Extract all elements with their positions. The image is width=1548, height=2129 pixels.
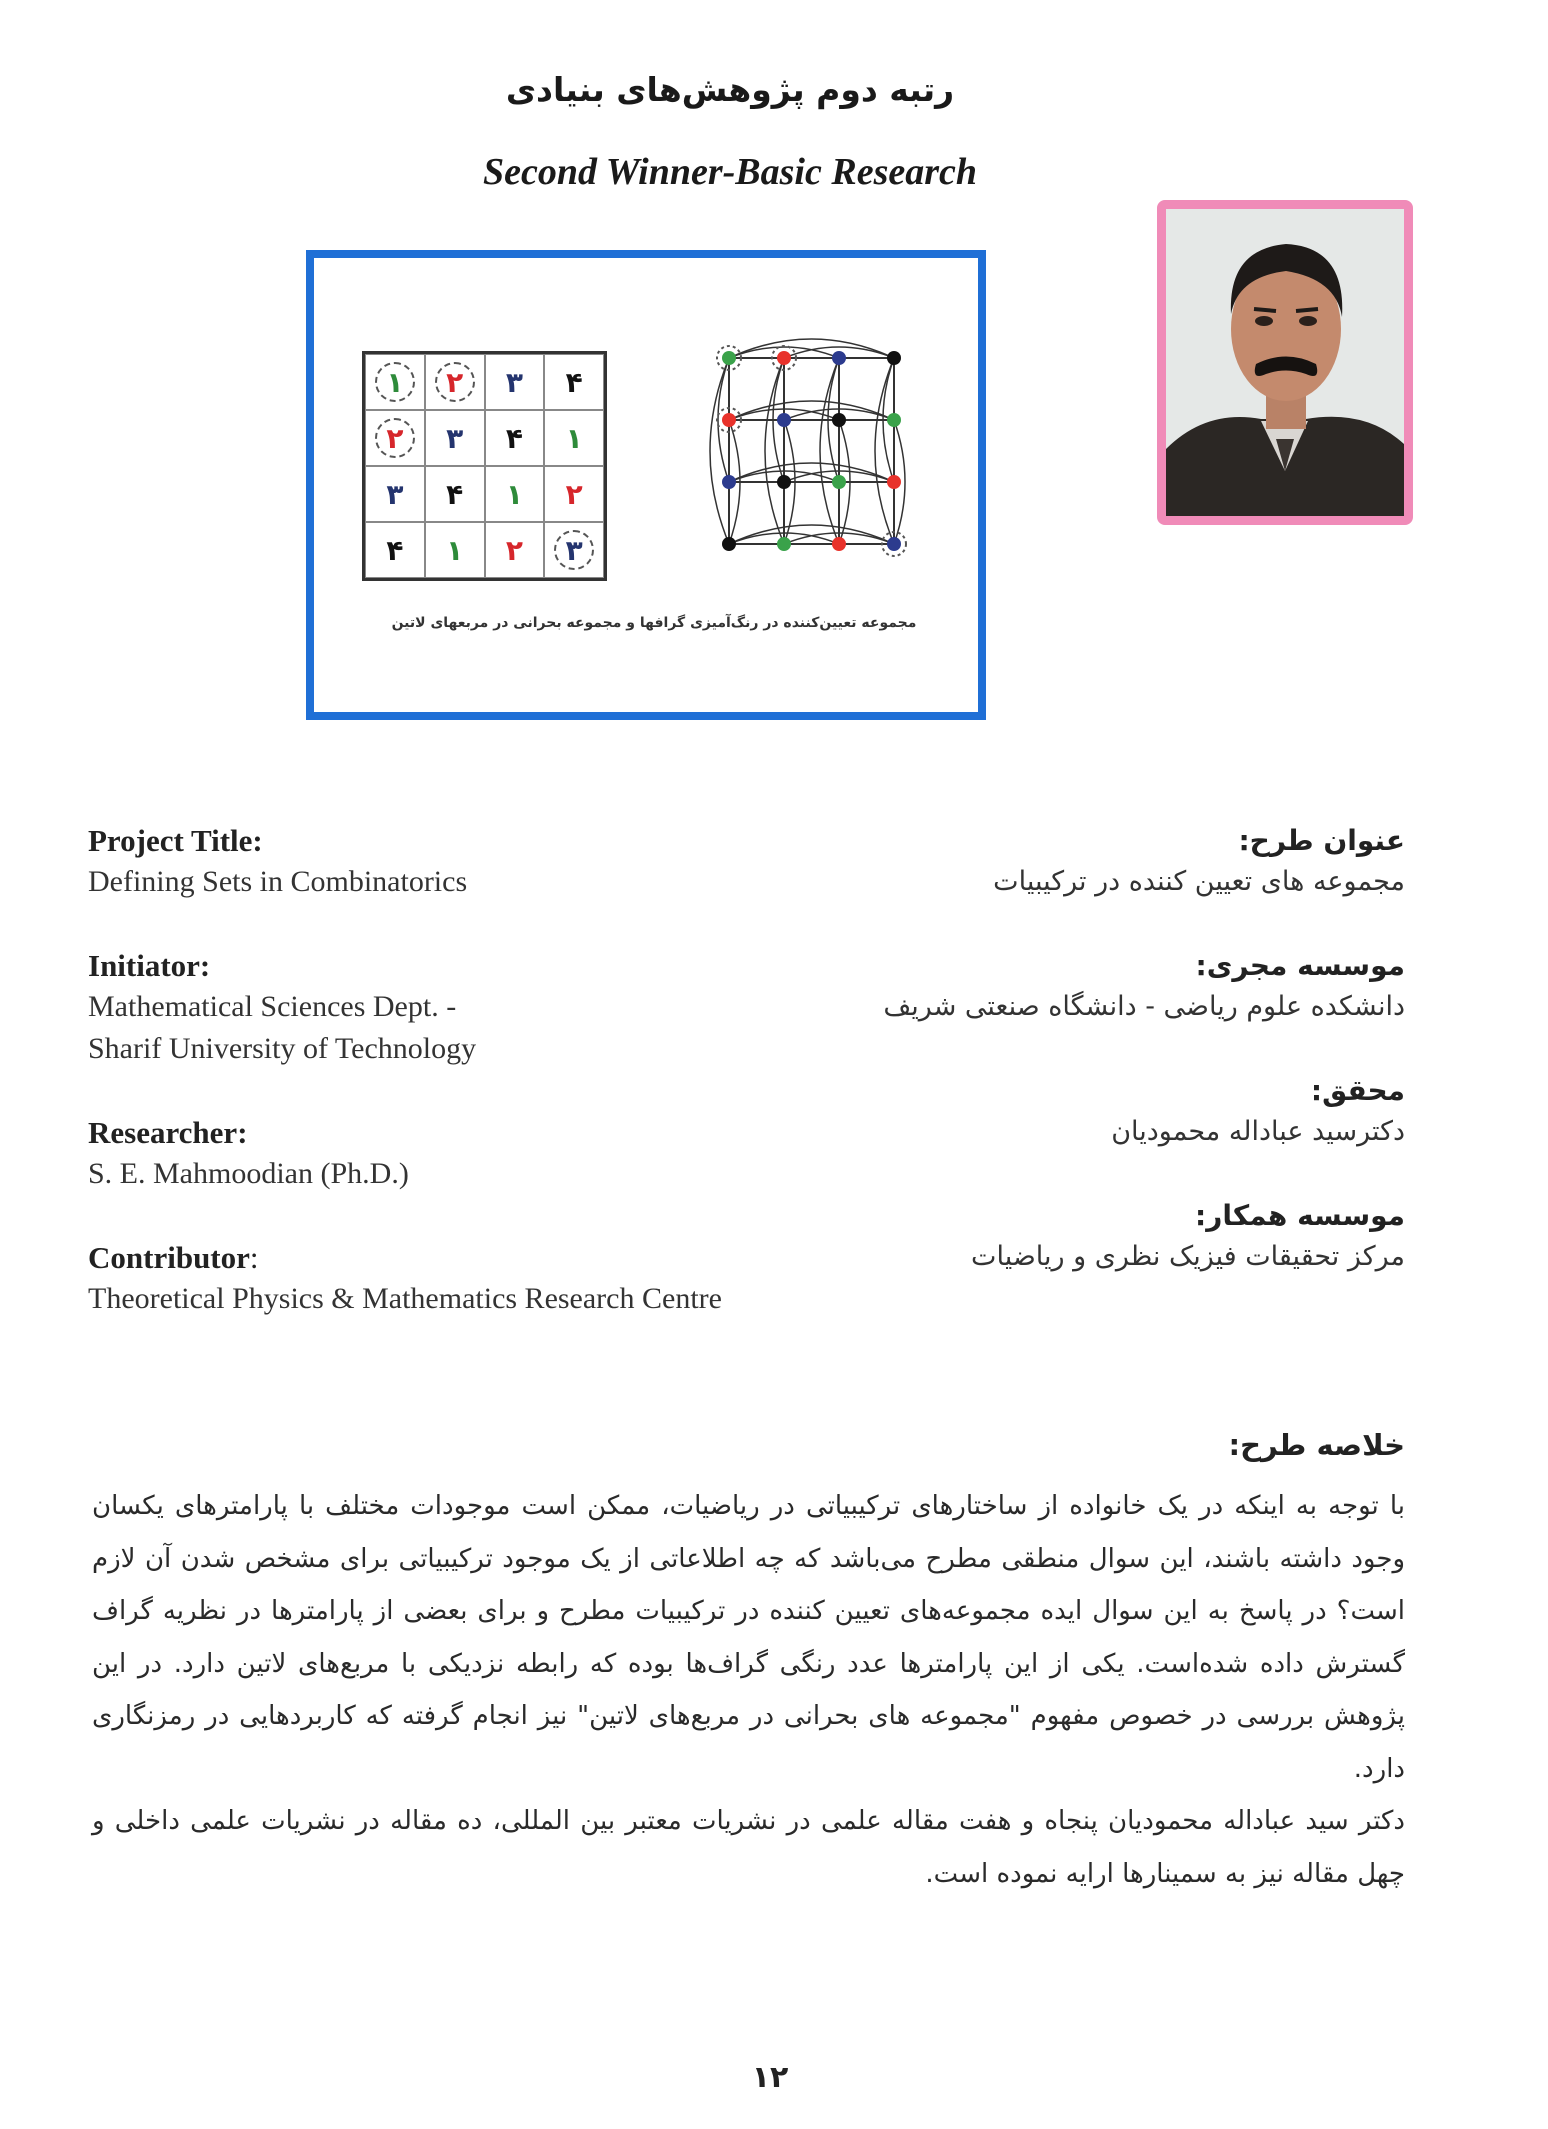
project-title-label-fa: عنوان طرح: <box>1238 824 1405 857</box>
contributor-label <box>88 1237 848 1278</box>
latin-square-entry: ۲ <box>565 477 583 511</box>
latin-square-cell <box>365 522 425 578</box>
initiator-line-1: Mathematical Sciences Dept. - <box>88 990 457 1023</box>
latin-square-cell <box>425 354 485 410</box>
latin-square-entry: ۱ <box>446 533 464 567</box>
contributor-label-colon: : <box>249 1240 259 1275</box>
latin-square-cell <box>365 354 425 410</box>
latin-square-cell <box>485 466 545 522</box>
latin-square-entry: ۴ <box>565 365 583 399</box>
initiator-value-fa: دانشکده علوم ریاضی - دانشگاه صنعتی شریف <box>883 991 1405 1022</box>
latin-square-critical-entry: ۱ <box>375 362 415 402</box>
latin-square-entry: ۴ <box>386 533 404 567</box>
contributor-label-text: Contributor <box>88 1240 250 1275</box>
latin-square-cell <box>485 522 545 578</box>
researcher-photo <box>1157 200 1413 525</box>
graph-vertex <box>832 537 846 551</box>
graph-edge <box>710 358 729 544</box>
graph-vertex <box>722 413 736 427</box>
initiator-line-2: Sharif University of Technology <box>88 1032 477 1065</box>
contributor-value-fa: مرکز تحقیقات فیزیک نظری و ریاضیات <box>971 1241 1405 1272</box>
latin-square-grid <box>362 351 607 581</box>
latin-square-entry: ۳ <box>386 477 404 511</box>
latin-square-cell <box>425 410 485 466</box>
latin-square-cell <box>425 466 485 522</box>
initiator-label-fa: موسسه مجری: <box>1195 949 1405 982</box>
abstract-paragraph-2: دکتر سید عباداله محمودیان پنجاه و هفت مقاله علمی در نشریات معتبر بین المللی، ده مقاله در نشریات علمی داخلی و چهل مقاله نیز به سمینارها ارایه نموده است. <box>92 1806 1405 1889</box>
latin-square-cell <box>365 410 425 466</box>
graph-edge <box>875 358 894 544</box>
project-info-persian <box>860 820 1405 1320</box>
research-figure <box>306 250 986 720</box>
latin-square-critical-entry: ۳ <box>554 530 594 570</box>
graph-vertex <box>722 351 736 365</box>
contributor-value: Theoretical Physics & Mathematics Research Centre <box>88 1282 722 1315</box>
graph-edge <box>765 358 784 544</box>
graph-vertex <box>887 475 901 489</box>
latin-square-entry: ۴ <box>446 477 464 511</box>
graph-vertex <box>832 413 846 427</box>
graph-vertex <box>777 413 791 427</box>
graph-vertex <box>722 537 736 551</box>
initiator-block-fa <box>860 945 1405 1028</box>
latin-square-entry: ۳ <box>505 365 523 399</box>
contributor-label-fa: موسسه همکار: <box>1195 1199 1405 1232</box>
graph-coloring-diagram <box>689 318 954 603</box>
page-title-english: Second Winner-Basic Research <box>482 151 978 193</box>
graph-edge <box>820 358 839 544</box>
abstract-label: خلاصه طرح: <box>1228 1428 1405 1462</box>
portrait-image <box>1166 209 1404 516</box>
researcher-value-fa: دکترسید عباداله محمودیان <box>1111 1116 1405 1147</box>
project-title-block-fa <box>860 820 1405 903</box>
latin-square-cell <box>544 410 604 466</box>
graph-vertex <box>887 413 901 427</box>
latin-square-critical-entry: ۲ <box>375 418 415 458</box>
page-number: ۱۲ <box>751 2060 789 2095</box>
graph-edge <box>729 463 894 482</box>
graph-vertex <box>722 475 736 489</box>
project-title-block <box>88 820 848 903</box>
latin-square-cell <box>544 466 604 522</box>
researcher-value: S. E. Mahmoodian (Ph.D.) <box>88 1157 409 1190</box>
contributor-block <box>88 1237 848 1320</box>
latin-square-critical-entry: ۲ <box>435 362 475 402</box>
latin-square-entry: ۲ <box>505 533 523 567</box>
latin-square-cell <box>485 354 545 410</box>
figure-caption: مجموعه تعیین‌کننده در رنگ‌آمیزی گرافها و مجموعه بحرانی در مربعهای لاتین <box>391 615 917 631</box>
graph-vertex <box>832 475 846 489</box>
project-title-value: Defining Sets in Combinatorics <box>88 865 468 898</box>
latin-square-entry: ۱ <box>505 477 523 511</box>
project-info-english <box>88 820 848 1362</box>
researcher-block <box>88 1112 848 1195</box>
researcher-label: Researcher: <box>88 1115 248 1150</box>
latin-square-entry: ۱ <box>565 421 583 455</box>
latin-square-cell <box>544 522 604 578</box>
latin-square-cell <box>365 466 425 522</box>
latin-square-cell <box>485 410 545 466</box>
initiator-block <box>88 945 848 1070</box>
page-title-persian: رتبه دوم پژوهش‌های بنیادی <box>505 70 955 109</box>
researcher-block-fa <box>860 1070 1405 1153</box>
latin-square-entry: ۴ <box>505 421 523 455</box>
latin-square-cell <box>544 354 604 410</box>
graph-vertex <box>777 537 791 551</box>
researcher-label-fa: محقق: <box>1310 1074 1405 1107</box>
project-title-label: Project Title: <box>88 823 263 858</box>
graph-vertex <box>887 537 901 551</box>
abstract-body <box>92 1480 1405 1900</box>
abstract-paragraph-1: با توجه به اینکه در یک خانواده از ساختارهای ترکیبیاتی در ریاضیات، ممکن است موجودات مختلف با پارامترهای یکسان وجود داشته باشند، این سوال منطقی مطرح می‌باشد که چه اطلاعاتی از یک موجود ترکیبیاتی برای مشخص شدن آن لازم است؟ در پاسخ به این سوال ایده مجموعه‌های تعیین کننده در ترکیبیات مطرح و برای بعضی از پارامترها در نظریه گراف گسترش داده شده‌است. یکی از این پارامترها عدد رنگی گراف‌ها بوده که رابطه نزدیکی با مربع‌های لاتین دارد. در این پژوهش بررسی در خصوص مفهوم "مجموعه های بحرانی در مربع‌های لاتین" نیز انجام گرفته که کاربردهایی در رمزنگاری دارد. <box>92 1491 1405 1784</box>
contributor-block-fa <box>860 1195 1405 1278</box>
graph-edge <box>729 525 894 544</box>
graph-vertex <box>887 351 901 365</box>
graph-edge <box>729 339 894 358</box>
latin-square-entry: ۳ <box>446 421 464 455</box>
latin-square-cell <box>425 522 485 578</box>
graph-vertex <box>777 475 791 489</box>
project-title-value-fa: مجموعه های تعیین کننده در ترکیبیات <box>993 866 1405 897</box>
initiator-label: Initiator: <box>88 948 211 983</box>
graph-vertex <box>832 351 846 365</box>
graph-edge <box>729 401 894 420</box>
graph-vertex <box>777 351 791 365</box>
